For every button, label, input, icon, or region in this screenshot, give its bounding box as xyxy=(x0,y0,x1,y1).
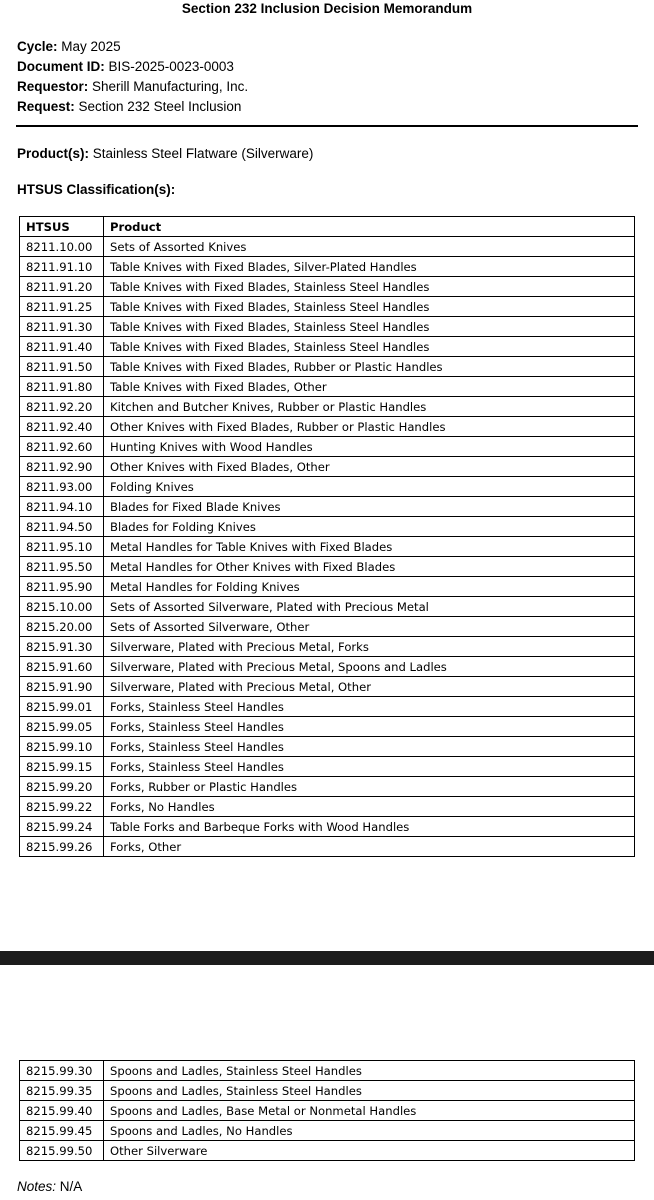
product-cell: Table Knives with Fixed Blades, Other xyxy=(104,377,635,397)
htsus-code-cell: 8211.92.90 xyxy=(20,457,104,477)
product-cell: Forks, No Handles xyxy=(104,797,635,817)
table-row xyxy=(20,377,635,397)
table-row xyxy=(20,1141,635,1161)
product-cell: Spoons and Ladles, Base Metal or Nonmetal Handles xyxy=(104,1101,635,1121)
product-cell: Silverware, Plated with Precious Metal, Other xyxy=(104,677,635,697)
product-cell: Table Knives with Fixed Blades, Stainless Steel Handles xyxy=(104,337,635,357)
table-row xyxy=(20,817,635,837)
page-title: Section 232 Inclusion Decision Memorandum xyxy=(181,1,473,16)
htsus-code-cell: 8215.91.90 xyxy=(20,677,104,697)
htsus-code-cell: 8211.92.40 xyxy=(20,417,104,437)
table-row xyxy=(20,237,635,257)
product-cell: Metal Handles for Folding Knives xyxy=(104,577,635,597)
product-cell: Table Forks and Barbeque Forks with Wood Handles xyxy=(104,817,635,837)
table-row xyxy=(20,537,635,557)
table-header-row xyxy=(20,217,635,237)
table-row xyxy=(20,257,635,277)
request-line xyxy=(17,97,248,117)
product-cell: Spoons and Ladles, Stainless Steel Handles xyxy=(104,1061,635,1081)
htsus-code-cell: 8215.91.60 xyxy=(20,657,104,677)
htsus-code-cell: 8211.95.90 xyxy=(20,577,104,597)
table-row xyxy=(20,457,635,477)
cycle-line xyxy=(17,37,248,57)
htsus-code-cell: 8215.99.30 xyxy=(20,1061,104,1081)
htsus-code-cell: 8211.94.50 xyxy=(20,517,104,537)
page-break-bar xyxy=(0,951,654,965)
product-cell: Kitchen and Butcher Knives, Rubber or Plastic Handles xyxy=(104,397,635,417)
notes-line xyxy=(17,1178,82,1196)
htsus-code-cell: 8215.10.00 xyxy=(20,597,104,617)
product-cell: Forks, Stainless Steel Handles xyxy=(104,697,635,717)
htsus-code-cell: 8211.93.00 xyxy=(20,477,104,497)
table-body xyxy=(20,237,635,857)
section-divider xyxy=(16,125,638,127)
table-row xyxy=(20,717,635,737)
table-row xyxy=(20,657,635,677)
product-cell: Folding Knives xyxy=(104,477,635,497)
table-row xyxy=(20,317,635,337)
request-label: Request: xyxy=(17,99,75,114)
table-row xyxy=(20,557,635,577)
table-row xyxy=(20,837,635,857)
htsus-code-cell: 8215.20.00 xyxy=(20,617,104,637)
table-row xyxy=(20,757,635,777)
request-value: Section 232 Steel Inclusion xyxy=(78,99,242,114)
htsus-code-cell: 8211.91.10 xyxy=(20,257,104,277)
table-row xyxy=(20,1121,635,1141)
table-row xyxy=(20,1101,635,1121)
table-row xyxy=(20,497,635,517)
table-row xyxy=(20,397,635,417)
requestor-line xyxy=(17,77,248,97)
htsus-code-cell: 8211.91.30 xyxy=(20,317,104,337)
notes-label: Notes: xyxy=(17,1179,57,1194)
cycle-label: Cycle: xyxy=(17,39,58,54)
products-label: Product(s): xyxy=(17,146,89,161)
requestor-label: Requestor: xyxy=(17,79,89,94)
htsus-code-cell: 8215.99.10 xyxy=(20,737,104,757)
products-value: Stainless Steel Flatware (Silverware) xyxy=(92,146,314,161)
table-row xyxy=(20,797,635,817)
htsus-code-cell: 8215.99.35 xyxy=(20,1081,104,1101)
product-cell: Table Knives with Fixed Blades, Stainless Steel Handles xyxy=(104,277,635,297)
product-cell: Forks, Other xyxy=(104,837,635,857)
memo-metadata xyxy=(17,37,248,117)
htsus-code-cell: 8215.91.30 xyxy=(20,637,104,657)
table-row xyxy=(20,597,635,617)
table-row xyxy=(20,577,635,597)
htsus-code-cell: 8211.91.80 xyxy=(20,377,104,397)
htsus-code-cell: 8211.92.60 xyxy=(20,437,104,457)
htsus-code-cell: 8215.99.26 xyxy=(20,837,104,857)
product-cell: Other Knives with Fixed Blades, Other xyxy=(104,457,635,477)
product-cell: Sets of Assorted Silverware, Plated with Precious Metal xyxy=(104,597,635,617)
htsus-code-cell: 8215.99.40 xyxy=(20,1101,104,1121)
table-row xyxy=(20,1081,635,1101)
htsus-heading: HTSUS Classification(s): xyxy=(17,182,176,197)
product-cell: Sets of Assorted Knives xyxy=(104,237,635,257)
document-id-value: BIS-2025-0023-0003 xyxy=(108,59,234,74)
table-row xyxy=(20,437,635,457)
header-htsus: HTSUS xyxy=(20,217,104,237)
product-cell: Spoons and Ladles, No Handles xyxy=(104,1121,635,1141)
table-body xyxy=(20,1061,635,1161)
document-id-label: Document ID: xyxy=(17,59,105,74)
table-row xyxy=(20,697,635,717)
table-row xyxy=(20,277,635,297)
table-row xyxy=(20,477,635,497)
product-cell: Metal Handles for Other Knives with Fixed Blades xyxy=(104,557,635,577)
product-cell: Forks, Stainless Steel Handles xyxy=(104,757,635,777)
product-cell: Blades for Folding Knives xyxy=(104,517,635,537)
htsus-code-cell: 8215.99.50 xyxy=(20,1141,104,1161)
htsus-code-cell: 8211.10.00 xyxy=(20,237,104,257)
product-cell: Metal Handles for Table Knives with Fixed Blades xyxy=(104,537,635,557)
table-row xyxy=(20,777,635,797)
product-cell: Table Knives with Fixed Blades, Rubber or Plastic Handles xyxy=(104,357,635,377)
product-cell: Forks, Stainless Steel Handles xyxy=(104,717,635,737)
cycle-value: May 2025 xyxy=(61,39,121,54)
requestor-value: Sherill Manufacturing, Inc. xyxy=(92,79,249,94)
htsus-code-cell: 8215.99.01 xyxy=(20,697,104,717)
htsus-code-cell: 8211.94.10 xyxy=(20,497,104,517)
table-row xyxy=(20,637,635,657)
table-row xyxy=(20,337,635,357)
table-row xyxy=(20,677,635,697)
htsus-code-cell: 8215.99.05 xyxy=(20,717,104,737)
table-row xyxy=(20,297,635,317)
document-id-line xyxy=(17,57,248,77)
table-row xyxy=(20,357,635,377)
htsus-code-cell: 8215.99.15 xyxy=(20,757,104,777)
product-cell: Silverware, Plated with Precious Metal, Spoons and Ladles xyxy=(104,657,635,677)
table-row xyxy=(20,517,635,537)
product-cell: Other Knives with Fixed Blades, Rubber or Plastic Handles xyxy=(104,417,635,437)
htsus-code-cell: 8215.99.20 xyxy=(20,777,104,797)
table-row xyxy=(20,737,635,757)
htsus-code-cell: 8211.91.50 xyxy=(20,357,104,377)
product-cell: Table Knives with Fixed Blades, Stainless Steel Handles xyxy=(104,297,635,317)
table-row xyxy=(20,417,635,437)
product-cell: Other Silverware xyxy=(104,1141,635,1161)
htsus-code-cell: 8215.99.24 xyxy=(20,817,104,837)
product-cell: Sets of Assorted Silverware, Other xyxy=(104,617,635,637)
htsus-table xyxy=(19,216,635,857)
product-cell: Table Knives with Fixed Blades, Silver-Plated Handles xyxy=(104,257,635,277)
htsus-code-cell: 8215.99.22 xyxy=(20,797,104,817)
table-row xyxy=(20,617,635,637)
htsus-code-cell: 8211.95.50 xyxy=(20,557,104,577)
htsus-code-cell: 8211.91.40 xyxy=(20,337,104,357)
htsus-code-cell: 8211.92.20 xyxy=(20,397,104,417)
product-cell: Spoons and Ladles, Stainless Steel Handles xyxy=(104,1081,635,1101)
product-cell: Forks, Stainless Steel Handles xyxy=(104,737,635,757)
notes-value: N/A xyxy=(59,1179,83,1194)
table-row xyxy=(20,1061,635,1081)
header-product: Product xyxy=(104,217,635,237)
product-cell: Silverware, Plated with Precious Metal, Forks xyxy=(104,637,635,657)
htsus-code-cell: 8211.91.20 xyxy=(20,277,104,297)
htsus-table-continued xyxy=(19,1060,635,1161)
product-cell: Blades for Fixed Blade Knives xyxy=(104,497,635,517)
htsus-code-cell: 8211.95.10 xyxy=(20,537,104,557)
product-cell: Forks, Rubber or Plastic Handles xyxy=(104,777,635,797)
htsus-code-cell: 8211.91.25 xyxy=(20,297,104,317)
product-cell: Table Knives with Fixed Blades, Stainless Steel Handles xyxy=(104,317,635,337)
product-cell: Hunting Knives with Wood Handles xyxy=(104,437,635,457)
htsus-code-cell: 8215.99.45 xyxy=(20,1121,104,1141)
products-line xyxy=(17,145,313,163)
